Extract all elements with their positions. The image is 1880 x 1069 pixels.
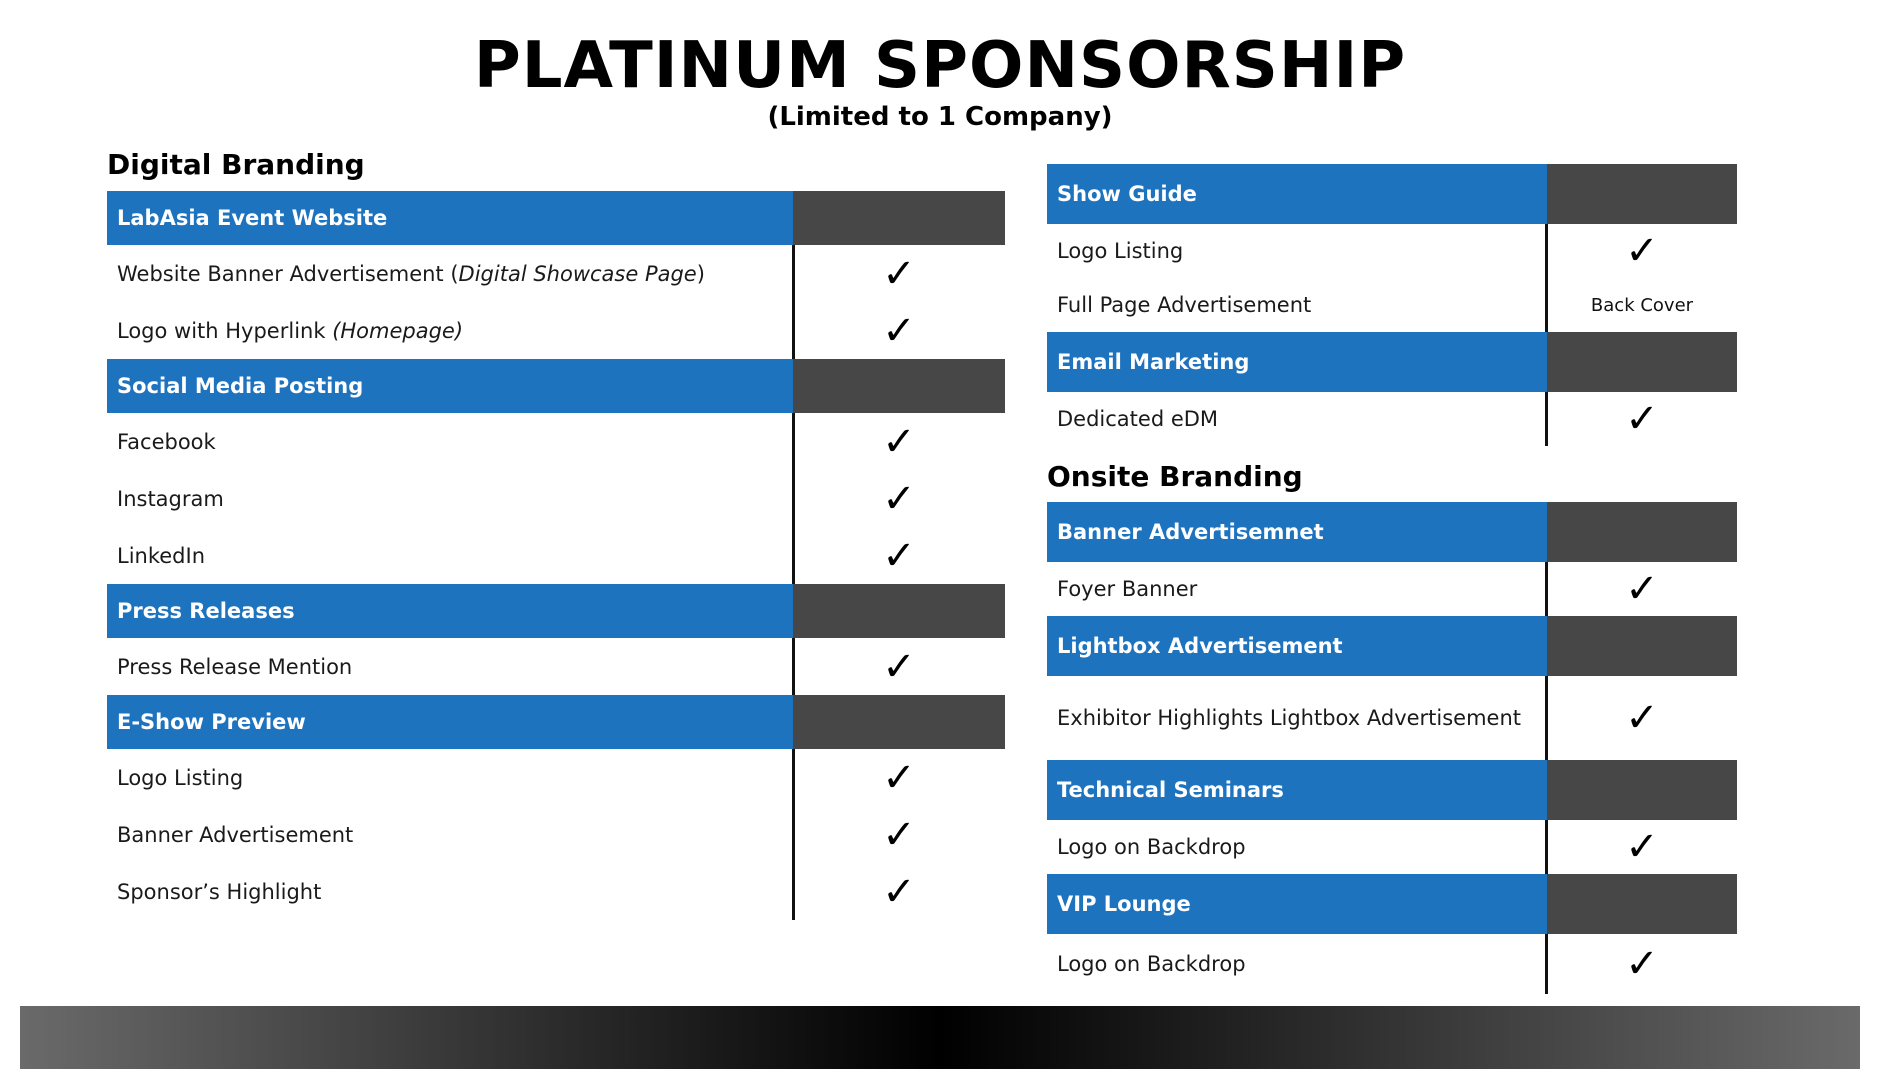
section-title: Banner Advertisemnet [1047,502,1547,562]
row-label-text: Sponsor’s Highlight [117,879,322,904]
checkmark-glyph: ✓ [1625,695,1659,741]
section-header-fill [793,191,1005,245]
table-row [1047,676,1737,760]
table-row [107,302,1005,359]
checkmark-glyph: ✓ [882,868,916,915]
row-value-text: Back Cover [1590,294,1694,316]
section-header [1047,616,1737,676]
section-header-fill [1547,874,1737,934]
table-row [1047,278,1737,332]
row-label [107,262,793,286]
footer-bar [20,1006,1860,1069]
section-lightbox-advertisement [1047,616,1737,760]
section-header [1047,874,1737,934]
section-rows [107,638,1005,695]
section-title: E-Show Preview [107,695,793,749]
row-label [107,655,793,679]
table-row [1047,934,1737,994]
row-label-text: Logo on Backdrop [1057,835,1246,859]
row-label-note: (Homepage) [332,318,464,343]
show-guide-email-column [1047,164,1737,446]
row-label-text: Press Release Mention [117,654,353,679]
checkmark-glyph: ✓ [882,475,916,522]
section-header [107,191,1005,245]
section-header [107,695,1005,749]
section-labasia-event-website [107,191,1005,359]
checkmark-icon [1547,695,1737,741]
row-label [107,487,793,511]
checkmark-glyph: ✓ [882,754,916,801]
section-header-fill [793,695,1005,749]
row-label [1047,407,1547,431]
section-show-guide [1047,164,1737,332]
row-value [1547,295,1737,316]
checkmark-icon [1547,228,1737,274]
row-label-text: Foyer Banner [1057,577,1198,601]
section-title: Press Releases [107,584,793,638]
checkmark-glyph: ✓ [1625,228,1659,274]
section-title: Lightbox Advertisement [1047,616,1547,676]
section-header-fill [1547,164,1737,224]
onsite-branding-column [1047,502,1737,994]
table-row [107,749,1005,806]
row-label [1047,577,1547,601]
row-label-text: Instagram [117,486,224,511]
row-label-text: Dedicated eDM [1057,407,1219,431]
page-title: PLATINUM SPONSORSHIP [473,29,1407,103]
checkmark-icon [793,307,1005,354]
section-social-media-posting [107,359,1005,584]
section-title: LabAsia Event Website [107,191,793,245]
row-label [1047,293,1547,317]
section-banner-advertisemnet [1047,502,1737,616]
checkmark-icon [1547,566,1737,612]
onsite-branding-heading: Onsite Branding [1047,460,1303,493]
section-rows [1047,676,1737,760]
table-row [1047,392,1737,446]
table-row [107,470,1005,527]
table-row [107,638,1005,695]
checkmark-icon [1547,941,1737,987]
row-label-text: Logo Listing [1057,239,1184,263]
checkmark-glyph: ✓ [882,250,916,297]
table-row [107,413,1005,470]
section-header-fill [793,359,1005,413]
section-header [1047,760,1737,820]
section-rows [1047,392,1737,446]
checkmark-icon [793,250,1005,297]
section-header-fill [1547,616,1737,676]
row-label-text: Logo on Backdrop [1057,952,1246,976]
digital-branding-column [107,191,1005,920]
row-label [107,319,793,343]
section-header-fill [793,584,1005,638]
checkmark-icon [793,532,1005,579]
checkmark-glyph: ✓ [882,811,916,858]
table-row [107,245,1005,302]
row-label [1047,706,1547,730]
row-label-text: Full Page Advertisement [1057,293,1312,317]
checkmark-glyph: ✓ [882,307,916,354]
section-press-releases [107,584,1005,695]
checkmark-icon [793,418,1005,465]
row-label [107,880,793,904]
section-vip-lounge [1047,874,1737,994]
section-header-fill [1547,502,1737,562]
section-title: Social Media Posting [107,359,793,413]
section-rows [107,413,1005,584]
section-header [1047,164,1737,224]
checkmark-icon [793,475,1005,522]
row-label-text: Banner Advertisement [117,822,354,847]
checkmark-glyph: ✓ [1625,941,1659,987]
checkmark-icon [1547,824,1737,870]
section-technical-seminars [1047,760,1737,874]
row-label [107,430,793,454]
section-title: Email Marketing [1047,332,1547,392]
table-row [1047,820,1737,874]
section-rows [107,245,1005,359]
section-header [107,584,1005,638]
section-rows [1047,934,1737,994]
checkmark-glyph: ✓ [1625,396,1659,442]
section-rows [1047,562,1737,616]
section-rows [107,749,1005,920]
section-title: Show Guide [1047,164,1547,224]
row-label [107,823,793,847]
section-header-fill [1547,760,1737,820]
row-label [107,544,793,568]
checkmark-glyph: ✓ [882,643,916,690]
section-header [1047,502,1737,562]
row-label [1047,952,1547,976]
section-header [107,359,1005,413]
table-row [1047,562,1737,616]
table-row [107,527,1005,584]
row-label-text: Exhibitor Highlights Lightbox Advertisement [1057,706,1522,730]
checkmark-icon [793,868,1005,915]
row-label [1047,835,1547,859]
digital-branding-heading: Digital Branding [107,148,365,181]
checkmark-glyph: ✓ [1625,824,1659,870]
table-row [1047,224,1737,278]
table-row [107,863,1005,920]
section-rows [1047,820,1737,874]
checkmark-icon [793,811,1005,858]
row-label-text: Logo Listing [117,765,244,790]
checkmark-glyph: ✓ [882,418,916,465]
table-row [107,806,1005,863]
page-subtitle: (Limited to 1 Company) [767,102,1113,132]
checkmark-icon [1547,396,1737,442]
row-label [1047,239,1547,263]
section-rows [1047,224,1737,332]
checkmark-icon [793,643,1005,690]
row-label-note: Digital Showcase Page [458,261,697,286]
checkmark-glyph: ✓ [1625,566,1659,612]
row-label-text: LinkedIn [117,543,206,568]
row-label-suffix: ) [696,261,705,286]
row-label-text: Logo with Hyperlink [117,318,333,343]
section-title: Technical Seminars [1047,760,1547,820]
row-label-text: Facebook [117,429,216,454]
section-header-fill [1547,332,1737,392]
section-email-marketing [1047,332,1737,446]
row-label [107,766,793,790]
section-header [1047,332,1737,392]
section-e-show-preview [107,695,1005,920]
checkmark-icon [793,754,1005,801]
checkmark-glyph: ✓ [882,532,916,579]
row-label-text: Website Banner Advertisement ( [117,261,459,286]
section-title: VIP Lounge [1047,874,1547,934]
